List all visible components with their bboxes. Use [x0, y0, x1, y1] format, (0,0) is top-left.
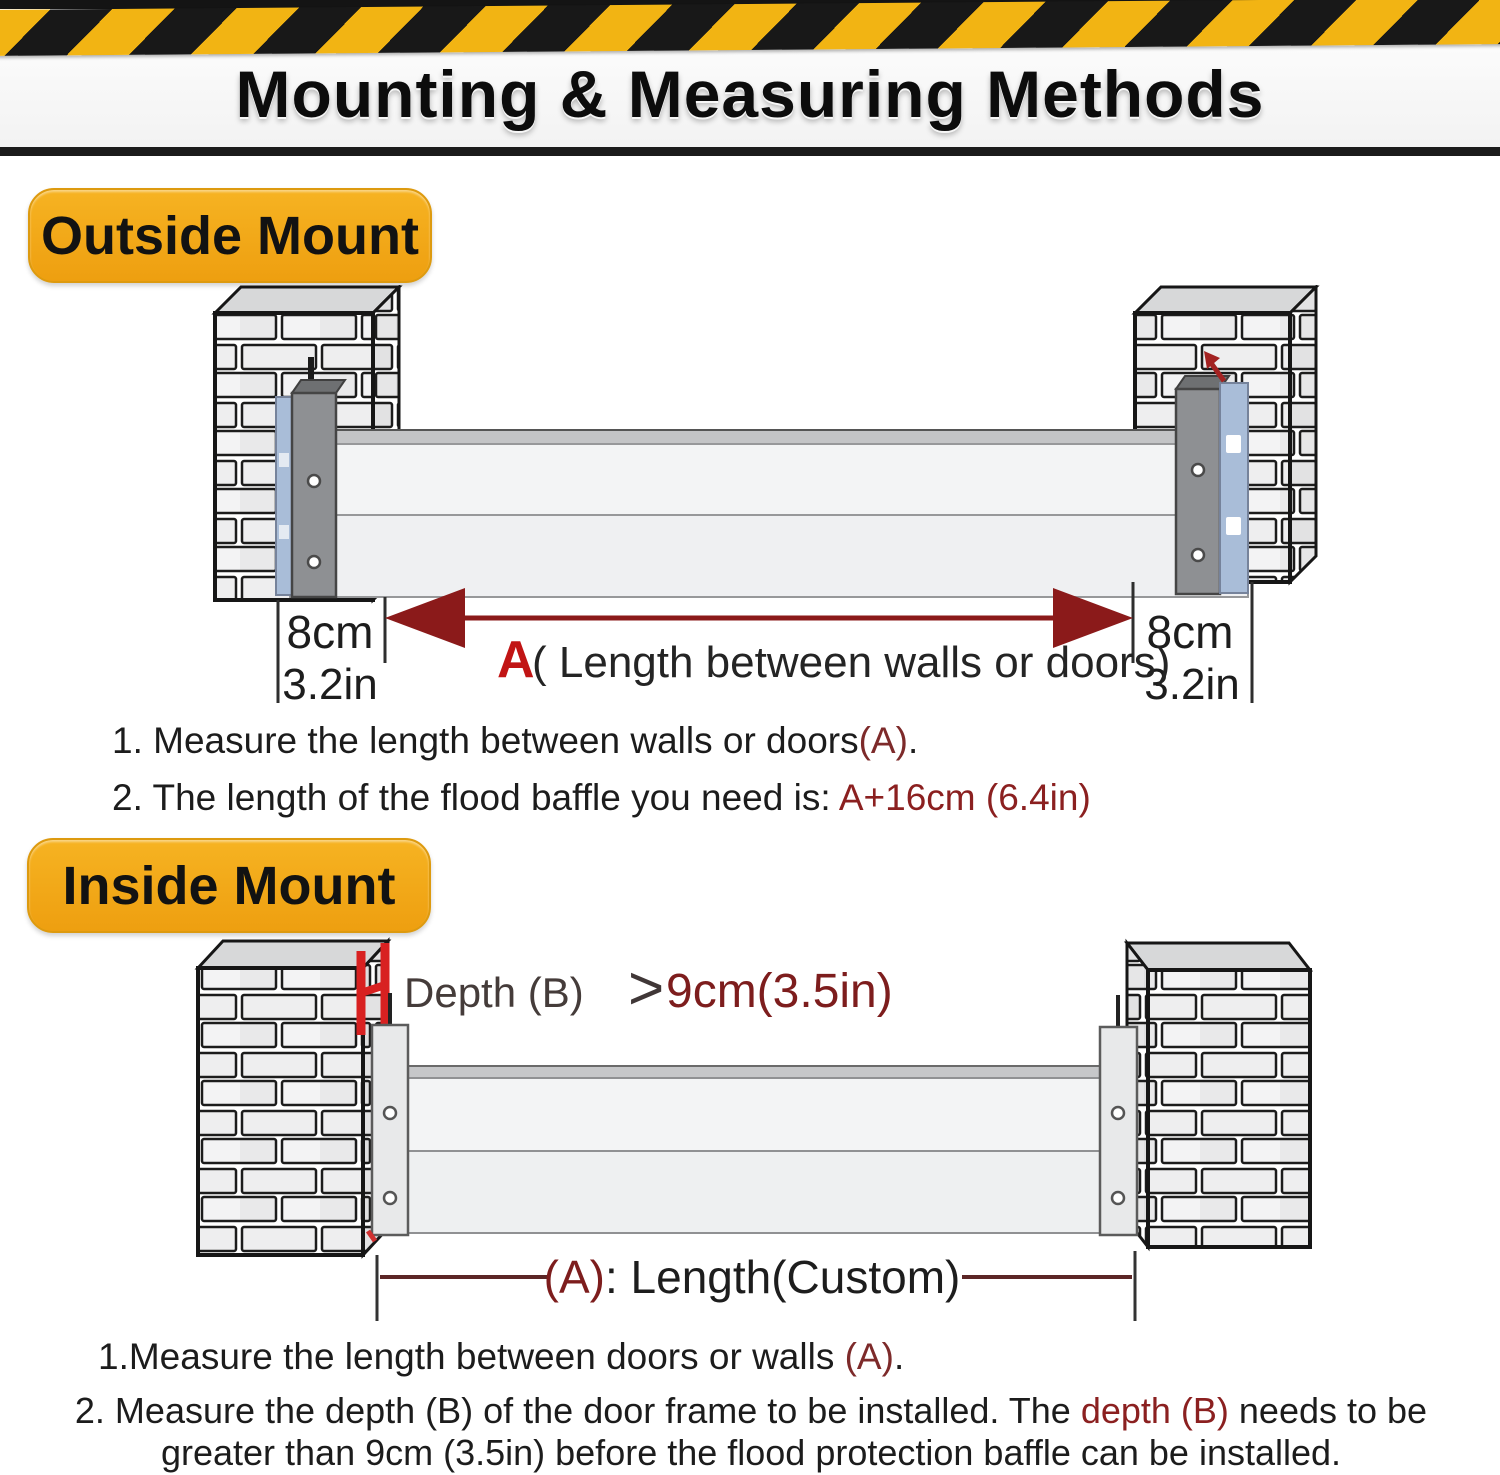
length-label-a: (A)	[543, 1251, 605, 1303]
flood-barrier	[290, 430, 1248, 597]
mounting-channel-left	[368, 993, 408, 1241]
outside-mount-badge	[28, 188, 432, 283]
inside-mount-badge	[27, 838, 431, 933]
length-label	[544, 1251, 961, 1303]
length-label-text: : Length(Custom)	[604, 1251, 961, 1303]
dim-right-cm: 8cm	[1146, 606, 1234, 658]
outside-step-2	[112, 777, 1091, 819]
screw	[1112, 1107, 1124, 1119]
screw	[308, 475, 320, 487]
step-text: 2. Measure the depth (B) of the door frame to be installed. The	[74, 1390, 1081, 1431]
title-divider	[0, 147, 1500, 156]
barrier-panel-lower	[408, 1151, 1100, 1233]
flood-barrier	[408, 1066, 1100, 1233]
seal-strip-right	[1220, 383, 1248, 593]
barrier-top-cap	[290, 430, 1248, 444]
step-tail: .	[907, 720, 919, 761]
outside-step-1	[112, 720, 1091, 762]
step-tail: needs to be greater than 9cm (3.5in) before the flood protection baffle can be installed.	[160, 1390, 1428, 1473]
barrier-panel-lower	[290, 515, 1248, 597]
brick-pillar-right	[1127, 943, 1310, 1247]
screw	[384, 1192, 396, 1204]
seal-strip-left	[276, 397, 292, 595]
span-label-a: A	[497, 631, 535, 689]
step-highlight: A+16cm (6.4in)	[838, 777, 1091, 818]
dim-left-in: 3.2in	[282, 660, 378, 709]
page-title: Mounting & Measuring Methods	[235, 57, 1265, 131]
inside-mount-badge-label: Inside Mount	[62, 855, 396, 916]
outside-mount-steps	[112, 720, 1091, 834]
mounting-channel-right	[1100, 995, 1137, 1235]
step-highlight: (A)	[844, 1336, 894, 1377]
span-label-text: ( Length between walls or doors)	[532, 638, 1171, 687]
screw	[308, 556, 320, 568]
dim-right-in: 3.2in	[1144, 660, 1240, 709]
barrier-panel-upper	[408, 1078, 1100, 1151]
dim-left-cm: 8cm	[286, 606, 374, 658]
outside-mount-badge-label: Outside Mount	[41, 205, 419, 266]
inside-step-2	[45, 1390, 1457, 1474]
step-tail: .	[893, 1336, 905, 1377]
screw	[384, 1107, 396, 1119]
screw	[1192, 549, 1204, 561]
depth-label: Depth (B)	[404, 969, 584, 1016]
screw	[1112, 1192, 1124, 1204]
inside-step-1	[98, 1336, 904, 1378]
depth-value: 9cm(3.5in)	[666, 965, 893, 1018]
step-highlight: depth (B)	[1080, 1390, 1229, 1431]
step-text: 1.Measure the length between doors or walls	[98, 1336, 845, 1377]
step-highlight: (A)	[858, 720, 908, 761]
screw	[1192, 464, 1204, 476]
step-text: 1. Measure the length between walls or doors	[112, 720, 859, 761]
barrier-panel-upper	[290, 444, 1248, 515]
mounting-channel-left	[292, 357, 345, 597]
barrier-top-cap	[408, 1066, 1100, 1078]
step-text: 2. The length of the flood baffle you need is:	[112, 777, 839, 818]
depth-gt-sign: >	[628, 954, 665, 1023]
inside-mount-diagram	[0, 935, 1500, 1335]
outside-mount-diagram	[0, 285, 1500, 715]
